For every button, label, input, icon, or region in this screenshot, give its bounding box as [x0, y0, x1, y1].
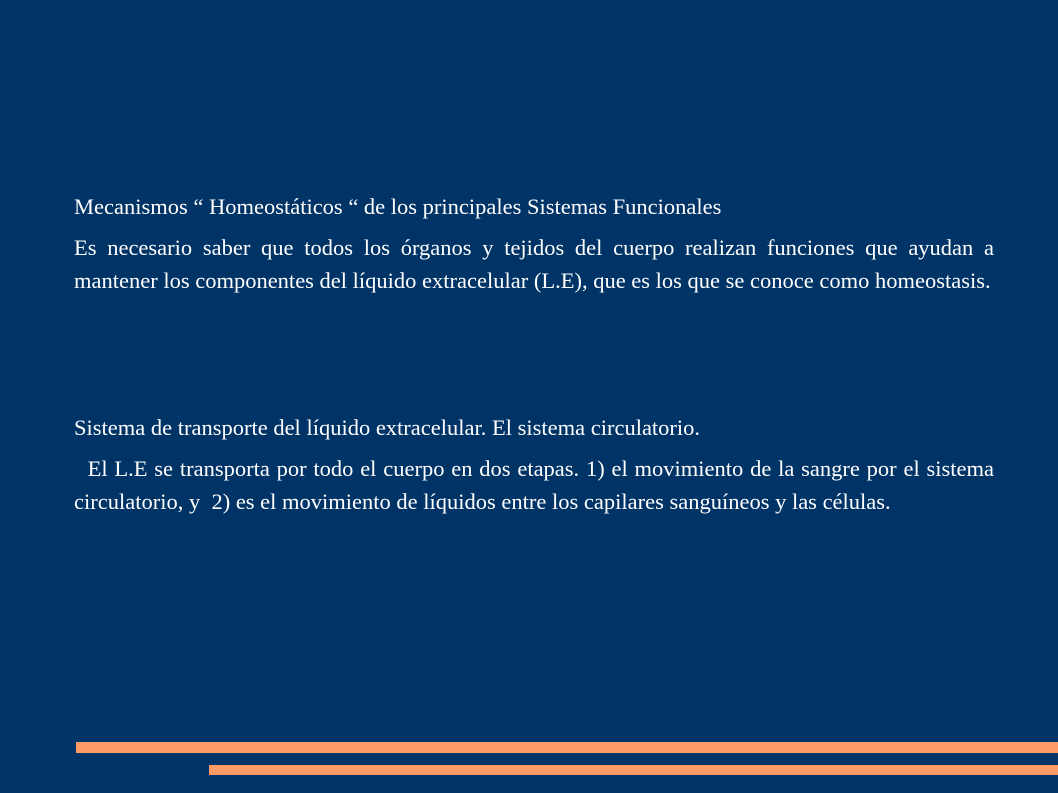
- section-body: El L.E se transporta por todo el cuerpo en dos etapas. 1) el movimiento de la sangre por el sistema circulatorio, y 2) es el movimiento de líquidos entre los capilares sanguíneos y las células.: [74, 455, 994, 514]
- section-heading: Sistema de transporte del líquido extracelular. El sistema circulatorio.: [74, 415, 701, 440]
- section-circulatory-system: [74, 411, 994, 519]
- decorative-bar-top: [76, 742, 1058, 753]
- decorative-bar-bottom: [209, 765, 1058, 775]
- section-heading: Mecanismos “ Homeostáticos “ de los principales Sistemas Funcionales: [74, 194, 722, 219]
- section-homeostasis: [74, 190, 994, 298]
- section-body: Es necesario saber que todos los órganos y tejidos del cuerpo realizan funciones que ayudan a mantener los componentes del líquido extracelular (L.E), que es los que se conoce como homeostasis.: [74, 234, 994, 293]
